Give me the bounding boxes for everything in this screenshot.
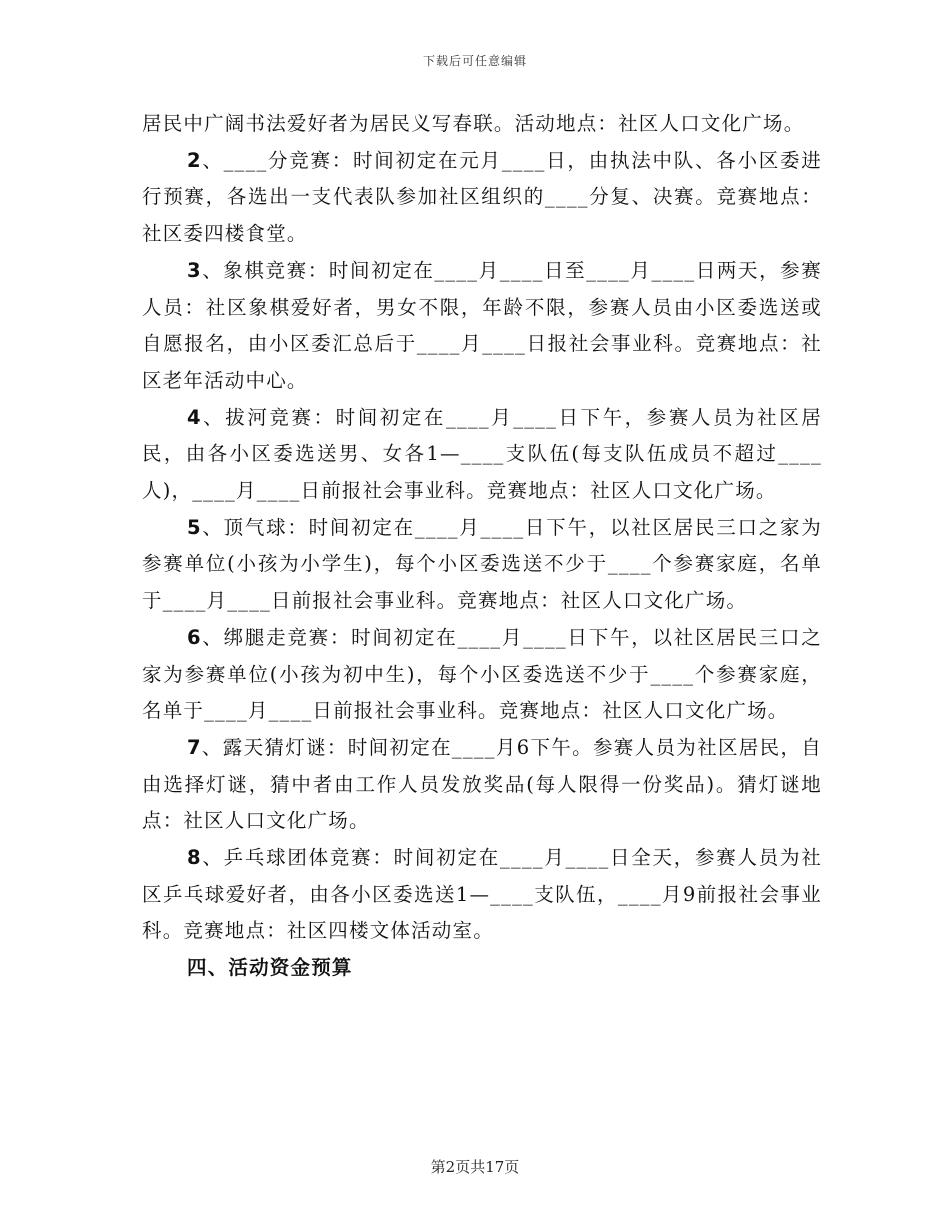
paragraph-item-4 xyxy=(142,400,822,510)
paragraph-text: 、____分竞赛：时间初定在元月____日，由执法中队、各小区委进行预赛，各选出一支代表队参加社区组织的____分复、决赛。竞赛地点：社区委四楼食堂。 xyxy=(142,148,822,246)
paragraph-item-2 xyxy=(142,143,822,253)
paragraph-item-3 xyxy=(142,253,822,400)
paragraph-text: 、象棋竞赛：时间初定在____月____日至____月____日两天，参赛人员：社区象棋爱好者，男女不限，年龄不限，参赛人员由小区委选送或自愿报名，由小区委汇总后于____月____日报社会事业科。竞赛地点：社区老年活动中心。 xyxy=(142,258,822,392)
paragraph-item-6 xyxy=(142,620,822,730)
paragraph-text: 、绑腿走竞赛：时间初定在____月____日下午，以社区居民三口之家为参赛单位(小孩为初中生)，每个小区委选送不少于____个参赛家庭，名单于____月____日前报社会事业科。竞赛地点：社区人口文化广场。 xyxy=(142,625,822,723)
paragraph-text: 居民中广阔书法爱好者为居民义写春联。活动地点：社区人口文化广场。 xyxy=(142,112,805,135)
page-footer: 第2页共17页 xyxy=(430,1158,520,1176)
section-heading: 四、活动资金预算 xyxy=(187,956,353,980)
paragraph-text: 、拔河竞赛：时间初定在____月____日下午，参赛人员为社区居民，由各小区委选送男、女各1—____支队伍(每支队伍成员不超过____人)，____月____日前报社会事业科。竞赛地点：社区人口文化广场。 xyxy=(142,405,822,503)
paragraph-continuation xyxy=(142,106,822,143)
item-number: 3 xyxy=(187,258,202,282)
item-number: 5 xyxy=(187,515,202,539)
item-number: 8 xyxy=(187,846,202,870)
paragraph-text: 、乒乓球团体竞赛：时间初定在____月____日全天，参赛人员为社区乒乓球爱好者，由各小区委选送1—____支队伍，____月9前报社会事业科。竞赛地点：社区四楼文体活动室。 xyxy=(142,846,822,943)
paragraph-item-8 xyxy=(142,840,822,950)
paragraph-item-7 xyxy=(142,730,822,840)
paragraph-text: 、顶气球：时间初定在____月____日下午，以社区居民三口之家为参赛单位(小孩为小学生)，每个小区委选送不少于____个参赛家庭，名单于____月____日前报社会事业科。竞赛地点：社区人口文化广场。 xyxy=(142,515,822,613)
item-number: 4 xyxy=(187,405,202,429)
item-number: 2 xyxy=(187,148,202,172)
document-body xyxy=(142,106,822,987)
paragraph-text: 、露天猜灯谜：时间初定在____月6下午。参赛人员为社区居民，自由选择灯谜，猜中者由工作人员发放奖品(每人限得一份奖品)。猜灯谜地点：社区人口文化广场。 xyxy=(142,735,822,833)
item-number: 7 xyxy=(187,735,202,759)
item-number: 6 xyxy=(187,625,202,649)
page-header: 下载后可任意编辑 xyxy=(422,54,527,68)
paragraph-item-5 xyxy=(142,510,822,620)
